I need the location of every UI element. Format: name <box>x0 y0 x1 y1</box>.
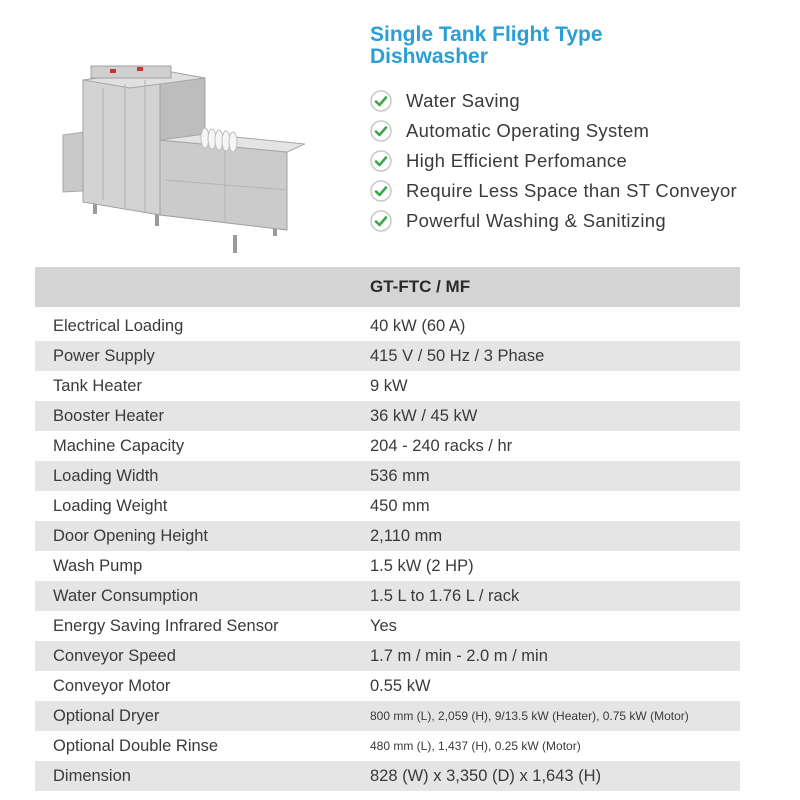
feature-item <box>370 176 737 206</box>
spec-label: Electrical Loading <box>53 316 184 335</box>
check-circle-icon <box>370 120 392 142</box>
feature-item <box>370 86 737 116</box>
spec-value: Yes <box>370 616 397 635</box>
spec-value: 2,110 mm <box>370 521 740 551</box>
table-row <box>35 761 740 791</box>
spec-value: 450 mm <box>370 496 430 515</box>
feature-label: Require Less Space than ST Conveyor <box>406 180 738 201</box>
table-row <box>35 401 740 431</box>
table-row <box>35 341 740 371</box>
spec-value: 828 (W) x 3,350 (D) x 1,643 (H) <box>370 761 740 791</box>
spec-label: Power Supply <box>35 341 370 371</box>
spec-value: 415 V / 50 Hz / 3 Phase <box>370 341 740 371</box>
table-row <box>35 307 740 341</box>
spec-label: Optional Dryer <box>35 701 370 731</box>
product-title-line2: Dishwasher <box>370 45 488 68</box>
feature-label: High Efficient Perfomance <box>406 150 628 171</box>
spec-value: 9 kW <box>370 376 408 395</box>
spec-value: 40 kW (60 A) <box>370 316 466 335</box>
product-title <box>370 24 770 68</box>
check-circle-icon <box>370 210 392 232</box>
spec-value: 1.7 m / min - 2.0 m / min <box>370 641 740 671</box>
spec-label: Conveyor Speed <box>35 641 370 671</box>
spec-label: Conveyor Motor <box>53 676 171 695</box>
feature-label: Powerful Washing & Sanitizing <box>406 210 666 231</box>
check-circle-icon <box>370 180 392 202</box>
table-row <box>35 491 740 521</box>
table-row <box>35 671 740 701</box>
table-row <box>35 461 740 491</box>
table-row <box>35 611 740 641</box>
feature-label: Automatic Operating System <box>406 120 650 141</box>
spec-value: 536 mm <box>370 461 740 491</box>
spec-label: Wash Pump <box>53 556 143 575</box>
spec-label: Optional Double Rinse <box>53 736 219 755</box>
check-circle-icon <box>370 150 392 172</box>
table-row <box>35 641 740 671</box>
spec-value: 1.5 L to 1.76 L / rack <box>370 581 740 611</box>
feature-list <box>370 86 737 236</box>
spec-value: 204 - 240 racks / hr <box>370 436 513 455</box>
feature-item <box>370 146 737 176</box>
table-row <box>35 701 740 731</box>
model-name: GT-FTC / MF <box>35 267 740 307</box>
spec-label: Loading Width <box>35 461 370 491</box>
check-circle-icon <box>370 90 392 112</box>
spec-label: Door Opening Height <box>35 521 370 551</box>
spec-label: Tank Heater <box>53 376 142 395</box>
spec-label: Machine Capacity <box>53 436 185 455</box>
spec-value: 36 kW / 45 kW <box>370 401 740 431</box>
dishwasher-product-image <box>55 40 305 265</box>
table-row <box>35 731 740 761</box>
table-row <box>35 581 740 611</box>
spec-value: 480 mm (L), 1,437 (H), 0.25 kW (Motor) <box>370 739 581 753</box>
table-row <box>35 371 740 401</box>
spec-label: Loading Weight <box>53 496 168 515</box>
table-row <box>35 521 740 551</box>
spec-value: 800 mm (L), 2,059 (H), 9/13.5 kW (Heater), 0.75 kW (Motor) <box>370 701 740 731</box>
spec-table-header <box>35 267 740 307</box>
table-row <box>35 551 740 581</box>
table-row <box>35 431 740 461</box>
spec-label: Booster Heater <box>35 401 370 431</box>
spec-value: 0.55 kW <box>370 676 431 695</box>
spec-table <box>35 267 740 791</box>
feature-item <box>370 206 737 236</box>
feature-label: Water Saving <box>406 90 520 111</box>
product-title-line1: Single Tank Flight Type <box>370 23 603 46</box>
spec-label: Water Consumption <box>35 581 370 611</box>
spec-value: 1.5 kW (2 HP) <box>370 556 474 575</box>
spec-label: Dimension <box>35 761 370 791</box>
feature-item <box>370 116 737 146</box>
spec-label: Energy Saving Infrared Sensor <box>53 616 279 635</box>
